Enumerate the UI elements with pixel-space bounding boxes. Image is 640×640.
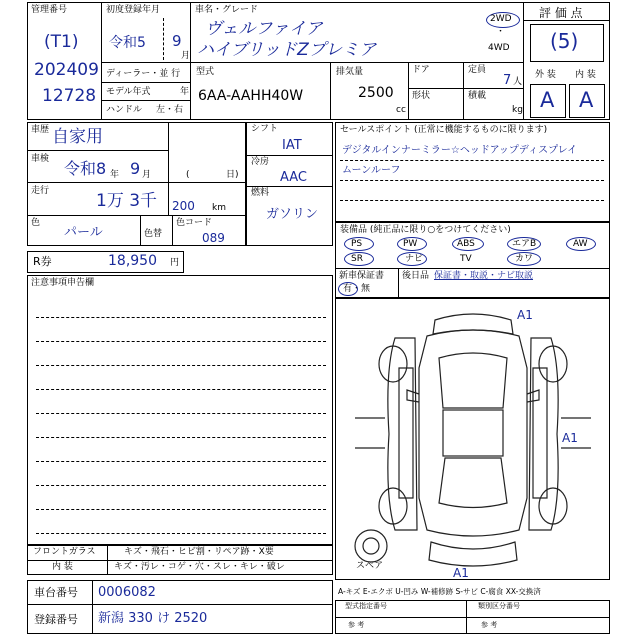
reference-1: 参 考 <box>348 621 365 629</box>
capacity-value: 7 <box>503 73 512 88</box>
equip-navi-circle <box>397 252 427 266</box>
inspection-year-unit: 年 <box>110 170 120 180</box>
color-change-label: 色替 <box>144 229 163 239</box>
equip-aw: AW <box>573 239 588 249</box>
equip-leather-circle <box>507 252 541 266</box>
model-year-label: モデル年式 <box>106 87 151 97</box>
interior-label: 内 装 <box>575 70 596 80</box>
model-year-unit: 年 <box>180 87 190 97</box>
inspection-era: 令和8 <box>64 159 107 178</box>
color-label: 色 <box>31 218 41 228</box>
grade-value: (5) <box>550 29 579 53</box>
diagram-mark-side: A1 <box>562 431 578 445</box>
mgmt-number-2: 12728 <box>42 86 97 106</box>
car-name-label: 車名・グレード <box>195 5 259 15</box>
sales-title: セールスポイント (正常に機能するものに限ります) <box>340 125 548 135</box>
displacement-value: 2500 <box>358 85 394 101</box>
first-reg-month: 9 <box>172 32 182 50</box>
model-value: 6AA-AAHH40W <box>198 88 304 104</box>
mgmt-label: 管理番号 <box>31 5 68 15</box>
handle-value: 左・右 <box>156 105 184 115</box>
equip-aw-circle <box>566 237 596 251</box>
car-name-line1: ヴェルファイア <box>205 19 323 39</box>
damage-legend: A-キズ E-エクボ U-凹み W-補修跡 S-サビ C-腐食 XX-交換済 <box>338 587 541 596</box>
doors-label: ドア <box>412 65 430 75</box>
warranty-value: 有・無 <box>343 284 371 294</box>
inspection-month-unit: 月 <box>142 170 152 180</box>
displacement-unit: cc <box>396 105 406 115</box>
ac-label: 冷房 <box>251 157 270 167</box>
r-label: R券 <box>33 255 52 268</box>
first-reg-era: 令和5 <box>109 35 146 51</box>
equip-abs: ABS <box>457 239 475 249</box>
warranty-circle <box>338 282 358 296</box>
front-glass-label: フロントガラス <box>33 547 96 557</box>
equip-pw-circle <box>397 237 427 251</box>
equip-ps-circle <box>344 237 374 251</box>
type-value: 自家用 <box>52 127 103 147</box>
inspection-label: 車検 <box>31 154 50 164</box>
equip-airbag: エアB <box>512 239 537 249</box>
interior-value: A <box>579 88 594 112</box>
notes-title: 注意事項申告欄 <box>31 278 95 288</box>
model-label: 型式 <box>196 67 215 77</box>
fuel-value: ガソリン <box>266 207 319 222</box>
warranty-label: 新車保証書 <box>339 271 385 281</box>
mileage-small: 200 <box>172 199 195 213</box>
load-unit: kg <box>512 105 523 115</box>
drive-dot: ・ <box>496 27 506 37</box>
capacity-unit: 人 <box>513 77 523 87</box>
displacement-label: 排気量 <box>336 67 364 77</box>
spare-label: スペア <box>356 561 384 571</box>
mileage-value: 1万 3千 <box>96 191 158 211</box>
reg-label: 登録番号 <box>34 613 78 626</box>
inspection-month: 9 <box>130 159 141 178</box>
interior-cond-text: キズ・汚レ・コゲ・穴・スレ・キレ・破レ <box>114 562 285 572</box>
inspection-day: ( <box>186 170 190 180</box>
equipment-title: 装備品 (純正品に限り○をつけてください) <box>340 225 511 235</box>
loaded-label: 後日品 <box>402 271 430 281</box>
exterior-label: 外 装 <box>535 70 556 80</box>
drive-4wd: 4WD <box>488 43 510 53</box>
equip-tv: TV <box>460 254 472 264</box>
first-reg-month-unit: 月 <box>181 51 191 61</box>
capacity-label: 定員 <box>468 65 487 75</box>
equip-leather: カワ <box>515 254 534 264</box>
equip-navi: ナビ <box>405 254 424 264</box>
shift-label: シフト <box>251 124 279 134</box>
front-glass-text: キズ・飛石・ヒビ割・リペア跡・X要 <box>124 547 274 557</box>
r-value: 18,950 <box>108 253 157 269</box>
chassis-value: 0006082 <box>98 585 156 600</box>
equip-abs-circle <box>452 237 484 251</box>
category-label: 類別区分番号 <box>478 602 520 610</box>
shift-value: IAT <box>282 138 302 153</box>
interior-cond-label: 内 装 <box>52 562 73 572</box>
first-reg-label: 初度登録年月 <box>106 5 161 15</box>
diagram-mark-top: A1 <box>517 308 533 322</box>
color-code-label: 色コード <box>176 218 213 228</box>
ac-value: AAC <box>280 170 307 185</box>
drive-2wd: 2WD <box>490 14 512 24</box>
mgmt-t1: (T1) <box>44 32 79 52</box>
color-value: パール <box>64 225 103 240</box>
reference-2: 参 考 <box>481 621 498 629</box>
equip-ps: PS <box>351 239 363 249</box>
fuel-label: 燃料 <box>251 188 270 198</box>
equip-sr-circle <box>344 252 374 266</box>
model-cert-label: 型式指定番号 <box>345 602 387 610</box>
car-name-line2: ハイブリッドZプレミア <box>197 40 377 60</box>
equip-pw: PW <box>403 239 418 249</box>
equip-airbag-circle <box>507 237 541 251</box>
sales-line1: デジタルインナーミラー☆ヘッドアップディスプレイ <box>342 145 578 156</box>
mileage-label: 走行 <box>31 186 50 196</box>
color-code-value: 089 <box>202 231 225 245</box>
exterior-value: A <box>540 88 555 112</box>
grade-label: 評 価 点 <box>539 6 583 20</box>
handle-label: ハンドル <box>106 105 143 115</box>
shape-label: 形状 <box>412 91 431 101</box>
inspection-day-unit: 日) <box>226 170 239 180</box>
reg-value: 新潟 330 け 2520 <box>98 611 208 626</box>
type-label: 車歴 <box>31 125 50 135</box>
loaded-value: 保証書・取説・ナビ取説 <box>434 271 534 281</box>
notes-frame <box>27 275 333 545</box>
r-unit: 円 <box>170 258 180 268</box>
dealer-label: ディーラー・並 行 <box>106 69 181 79</box>
sales-line2: ムーンルーフ <box>342 165 401 176</box>
load-label: 積載 <box>468 91 487 101</box>
equip-sr: SR <box>351 254 363 264</box>
diagram-mark-bottom: A1 <box>453 566 469 580</box>
chassis-label: 車台番号 <box>34 586 78 599</box>
mileage-unit: km <box>212 203 226 213</box>
mgmt-number-1: 202409 <box>34 60 99 80</box>
